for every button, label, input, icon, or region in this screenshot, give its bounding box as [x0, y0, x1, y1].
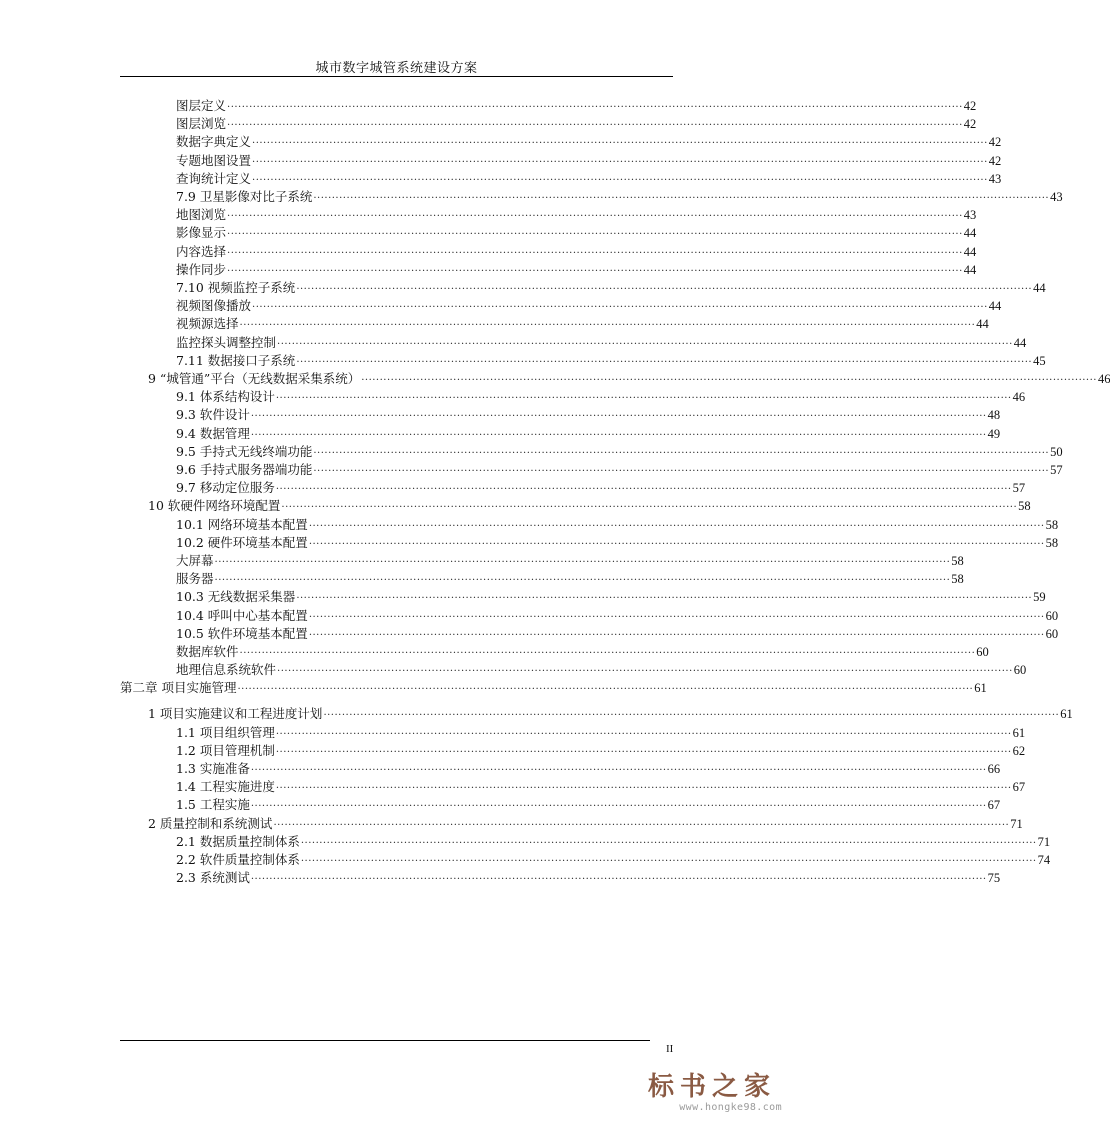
toc-entry[interactable]	[176, 187, 1063, 205]
toc-entry-title: 7.9 卫星影像对比子系统	[176, 189, 313, 204]
toc-entry-title: 视频源选择	[176, 316, 239, 332]
toc-dot-leader: ........................................................................................................................................................................................................	[227, 262, 963, 274]
toc-dot-leader: ........................................................................................................................................................................................................	[227, 244, 963, 256]
toc-entry[interactable]	[176, 424, 1001, 442]
page-header-title: 城市数字城管系统建设方案	[315, 61, 478, 76]
toc-entry-title: 大屏幕	[176, 553, 214, 568]
toc-entry-title: 9.5 手持式无线终端功能	[176, 443, 313, 459]
toc-entry-title: 9 “城管通”平台（无线数据采集系统）	[148, 371, 361, 386]
toc-entry-title: 第二章 项目实施管理	[120, 680, 237, 696]
watermark-text: 标书之家	[647, 1072, 776, 1102]
toc-entry-title: 10.4 呼叫中心基本配置	[176, 607, 308, 623]
toc-entry[interactable]	[176, 795, 1001, 813]
toc-entry-title: 7.11 数据接口子系统	[176, 352, 296, 368]
toc-entry-page: 43	[1050, 190, 1063, 204]
toc-entry[interactable]	[176, 223, 977, 241]
toc-entry[interactable]	[176, 205, 977, 223]
toc-entry-title: 专题地图设置	[176, 152, 252, 168]
toc-entry-title: 1.1 项目组织管理	[176, 724, 275, 740]
toc-dot-leader: ........................................................................................................................................................................................................	[275, 780, 1012, 792]
toc-entry-title: 1.2 项目管理机制	[176, 742, 275, 758]
toc-entry-page: 61	[1012, 725, 1026, 740]
toc-entry-title: 10 软硬件网络环境配置	[148, 498, 281, 514]
toc-entry[interactable]	[176, 759, 1001, 777]
toc-dot-leader: ........................................................................................................................................................................................................	[308, 535, 1045, 547]
toc-dot-leader: ........................................................................................................................................................................................................	[313, 463, 1050, 474]
toc-entry[interactable]	[176, 278, 1046, 296]
toc-entry[interactable]	[148, 814, 1023, 832]
toc-entry-page: 42	[963, 99, 977, 113]
toc-entry-page: 42	[988, 135, 1002, 150]
toc-entry[interactable]	[176, 260, 977, 278]
toc-dot-leader: ........................................................................................................................................................................................................	[296, 281, 1033, 292]
toc-entry-title: 9.1 体系结构设计	[176, 389, 275, 405]
toc-entry[interactable]	[176, 314, 989, 332]
toc-entry-title: 1.5 工程实施	[176, 797, 250, 813]
toc-entry-page: 71	[1037, 834, 1051, 849]
toc-dot-leader: ........................................................................................................................................................................................................	[308, 626, 1045, 638]
toc-entry-page: 44	[976, 317, 989, 332]
toc-entry-page: 59	[1033, 590, 1046, 605]
toc-dot-leader: ........................................................................................................................................................................................................	[296, 353, 1033, 365]
toc-entry[interactable]	[148, 496, 1031, 514]
toc-dot-leader: ........................................................................................................................................................................................................	[214, 554, 951, 565]
toc-dot-leader: ........................................................................................................................................................................................................	[300, 834, 1037, 846]
toc-entry[interactable]	[176, 405, 1001, 423]
toc-entry-title: 监控探头调整控制	[176, 334, 277, 350]
toc-dot-leader: ........................................................................................................................................................................................................	[323, 707, 1060, 719]
watermark-logo	[620, 1066, 790, 1122]
toc-entry-page: 43	[988, 171, 1002, 186]
toc-entry-page: 67	[987, 798, 1001, 813]
toc-entry-title: 查询统计定义	[176, 170, 252, 186]
toc-entry[interactable]	[176, 569, 964, 587]
toc-entry-page: 61	[974, 681, 987, 696]
toc-entry[interactable]	[176, 351, 1046, 369]
toc-entry-page: 62	[1012, 743, 1026, 758]
toc-entry[interactable]	[176, 96, 977, 114]
toc-entry-page: 74	[1037, 853, 1051, 867]
toc-entry[interactable]	[176, 151, 1002, 169]
footer-divider	[120, 1040, 650, 1041]
toc-entry[interactable]	[176, 478, 1026, 496]
toc-entry-title: 1.3 实施准备	[176, 761, 250, 776]
toc-dot-leader: ........................................................................................................................................................................................................	[252, 135, 988, 147]
toc-dot-leader: ........................................................................................................................................................................................................	[313, 444, 1050, 456]
toc-entry-title: 10.3 无线数据采集器	[176, 589, 296, 605]
toc-dot-leader: ........................................................................................................................................................................................................	[250, 871, 987, 883]
toc-entry-title: 图层浏览	[176, 116, 227, 132]
toc-dot-leader: ........................................................................................................................................................................................................	[252, 153, 988, 165]
toc-dot-leader: ........................................................................................................................................................................................................	[239, 317, 976, 329]
toc-dot-leader: ........................................................................................................................................................................................................	[250, 426, 987, 438]
toc-entry-page: 58	[1045, 517, 1059, 532]
toc-dot-leader: ........................................................................................................................................................................................................	[361, 372, 1097, 383]
toc-entry-title: 视频图像播放	[176, 298, 252, 314]
toc-entry-page: 75	[987, 871, 1001, 886]
toc-entry-title: 图层定义	[176, 98, 227, 113]
toc-entry[interactable]	[176, 114, 977, 132]
toc-dot-leader: ........................................................................................................................................................................................................	[227, 117, 963, 129]
page-number: II	[666, 1043, 674, 1055]
toc-dot-leader: ........................................................................................................................................................................................................	[237, 681, 974, 693]
toc-entry[interactable]	[176, 660, 1027, 678]
toc-dot-leader: ........................................................................................................................................................................................................	[275, 743, 1012, 755]
toc-entry-page: 57	[1050, 463, 1063, 477]
toc-entry-page: 42	[963, 117, 977, 132]
toc-entry-page: 66	[987, 762, 1001, 776]
toc-entry[interactable]	[176, 387, 1026, 405]
toc-entry-page: 67	[1012, 780, 1026, 795]
toc-entry-page: 44	[988, 299, 1002, 314]
toc-entry[interactable]	[148, 369, 1110, 387]
toc-entry[interactable]	[176, 515, 1059, 533]
toc-entry[interactable]	[176, 296, 1002, 314]
toc-entry-page: 44	[963, 226, 977, 241]
toc-entry-page: 44	[963, 262, 977, 277]
header-divider	[120, 76, 673, 77]
toc-entry[interactable]	[176, 533, 1059, 551]
toc-entry[interactable]	[176, 832, 1051, 850]
toc-dot-leader: ........................................................................................................................................................................................................	[308, 517, 1045, 529]
toc-entry[interactable]	[148, 704, 1073, 722]
toc-entry-title: 数据库软件	[176, 644, 239, 659]
toc-entry[interactable]	[176, 333, 1027, 351]
toc-entry[interactable]	[176, 624, 1059, 642]
toc-entry-title: 数据字典定义	[176, 134, 252, 150]
toc-entry-title: 2.3 系统测试	[176, 870, 250, 886]
toc-dot-leader: ........................................................................................................................................................................................................	[275, 390, 1012, 402]
toc-entry-page: 61	[1060, 707, 1073, 722]
toc-entry[interactable]	[176, 551, 964, 569]
watermark-url: www.hongke98.com	[679, 1102, 782, 1113]
toc-entry-page: 43	[963, 208, 977, 223]
toc-dot-leader: ........................................................................................................................................................................................................	[252, 171, 988, 183]
toc-entry-page: 44	[1013, 335, 1027, 350]
toc-entry[interactable]	[176, 741, 1026, 759]
toc-entry-title: 2.2 软件质量控制体系	[176, 852, 300, 867]
toc-entry[interactable]	[176, 169, 1002, 187]
toc-entry-page: 44	[1033, 281, 1046, 295]
toc-entry[interactable]	[176, 132, 1002, 150]
toc-entry-title: 9.6 手持式服务器端功能	[176, 462, 313, 477]
toc-entry-page: 60	[1045, 626, 1059, 641]
toc-entry[interactable]	[176, 850, 1051, 868]
toc-entry[interactable]	[176, 642, 989, 660]
toc-entry-title: 影像显示	[176, 225, 227, 241]
toc-entry-title: 地图浏览	[176, 207, 227, 223]
toc-entry-page: 57	[1012, 481, 1026, 496]
toc-entry-title: 7.10 视频监控子系统	[176, 280, 296, 295]
toc-dot-leader: ........................................................................................................................................................................................................	[273, 816, 1010, 828]
toc-entry-title: 1.4 工程实施进度	[176, 779, 275, 795]
toc-dot-leader: ........................................................................................................................................................................................................	[277, 335, 1013, 347]
toc-entry-page: 60	[1013, 663, 1027, 678]
toc-entry-title: 10.2 硬件环境基本配置	[176, 534, 308, 550]
toc-entry-page: 42	[988, 153, 1002, 168]
toc-dot-leader: ........................................................................................................................................................................................................	[300, 853, 1037, 864]
toc-entry-title: 9.7 移动定位服务	[176, 480, 275, 496]
toc-dot-leader: ........................................................................................................................................................................................................	[296, 590, 1033, 602]
toc-entry-title: 10.5 软件环境基本配置	[176, 625, 308, 641]
toc-dot-leader: ........................................................................................................................................................................................................	[227, 208, 963, 220]
toc-entry-page: 58	[1045, 535, 1059, 550]
toc-dot-leader: ........................................................................................................................................................................................................	[250, 798, 987, 810]
toc-entry-page: 58	[1018, 499, 1031, 514]
toc-dot-leader: ........................................................................................................................................................................................................	[313, 190, 1050, 201]
toc-entry[interactable]	[176, 242, 977, 260]
toc-entry-title: 服务器	[176, 571, 214, 587]
toc-entry-title: 9.3 软件设计	[176, 407, 250, 423]
toc-entry[interactable]	[176, 606, 1059, 624]
toc-entry-title: 内容选择	[176, 243, 227, 259]
toc-entry[interactable]	[176, 442, 1063, 460]
toc-dot-leader: ........................................................................................................................................................................................................	[252, 299, 988, 311]
toc-entry-title: 地理信息系统软件	[176, 662, 277, 678]
toc-entry-page: 45	[1033, 353, 1046, 368]
toc-entry-page: 60	[976, 645, 989, 659]
toc-dot-leader: ........................................................................................................................................................................................................	[239, 645, 976, 656]
toc-entry-page: 58	[951, 572, 964, 587]
toc-entry[interactable]	[176, 460, 1063, 478]
toc-entry-page: 71	[1010, 816, 1023, 831]
toc-entry[interactable]	[120, 678, 987, 696]
toc-entry-page: 58	[951, 554, 964, 568]
toc-entry-title: 9.4 数据管理	[176, 425, 250, 441]
toc-dot-leader: ........................................................................................................................................................................................................	[250, 762, 987, 773]
toc-entry-page: 60	[1045, 608, 1059, 623]
toc-entry-title: 2 质量控制和系统测试	[148, 815, 273, 831]
toc-entry-title: 10.1 网络环境基本配置	[176, 516, 308, 532]
toc-entry[interactable]	[176, 723, 1026, 741]
toc-dot-leader: ........................................................................................................................................................................................................	[275, 725, 1012, 737]
toc-dot-leader: ........................................................................................................................................................................................................	[250, 408, 987, 420]
toc-entry-title: 2.1 数据质量控制体系	[176, 833, 300, 849]
toc-entry-title: 操作同步	[176, 261, 227, 277]
toc-dot-leader: ........................................................................................................................................................................................................	[227, 99, 963, 110]
toc-entry[interactable]	[176, 777, 1026, 795]
toc-entry-page: 50	[1050, 444, 1063, 459]
toc-entry-page: 46	[1012, 390, 1026, 405]
toc-entry[interactable]	[176, 868, 1001, 886]
toc-dot-leader: ........................................................................................................................................................................................................	[275, 481, 1012, 493]
toc-entry[interactable]	[176, 587, 1046, 605]
toc-entry-page: 46	[1097, 372, 1110, 386]
toc-dot-leader: ........................................................................................................................................................................................................	[281, 499, 1018, 511]
toc-dot-leader: ........................................................................................................................................................................................................	[277, 663, 1013, 675]
toc-dot-leader: ........................................................................................................................................................................................................	[227, 226, 963, 238]
toc-dot-leader: ........................................................................................................................................................................................................	[308, 608, 1045, 620]
toc-entry-page: 44	[963, 244, 977, 259]
toc-entry-page: 48	[987, 408, 1001, 423]
toc-entry-page: 49	[987, 426, 1001, 441]
toc-dot-leader: ........................................................................................................................................................................................................	[214, 572, 951, 584]
toc-entry-title: 1 项目实施建议和工程进度计划	[148, 706, 323, 722]
